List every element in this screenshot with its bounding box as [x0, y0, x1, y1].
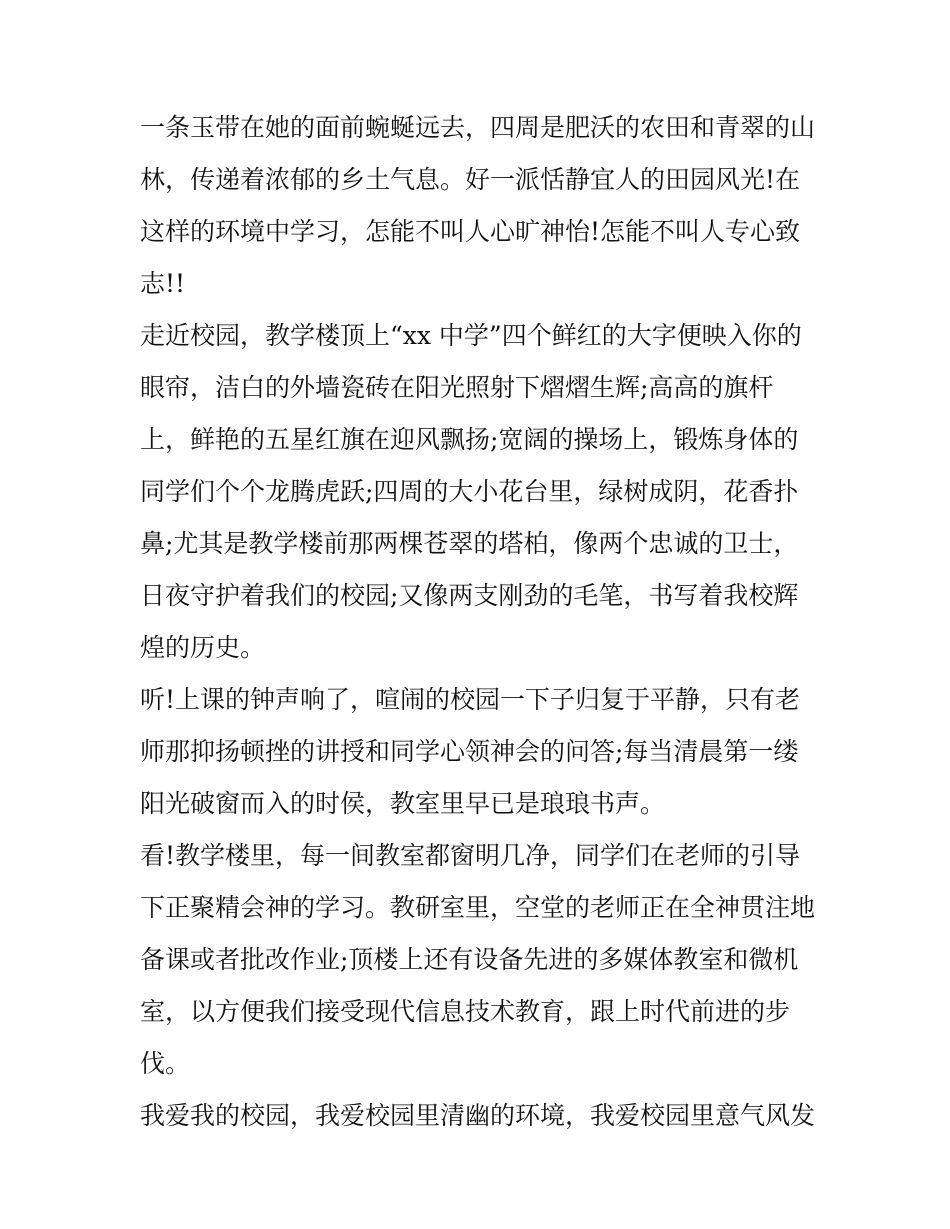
text-line: 伐。 — [140, 1049, 191, 1078]
text-line: 鼻;尤其是教学楼前那两棵苍翠的塔柏，像两个忠诚的卫士， — [140, 529, 799, 558]
text-line: 看!教学楼里，每一间教室都窗明几净，同学们在老师的引导 — [140, 841, 801, 870]
text-line: 这样的环境中学习，怎能不叫人心旷神怡!怎能不叫人专心致 — [140, 217, 801, 246]
text-line: 眼帘，洁白的外墙瓷砖在阳光照射下熠熠生辉;高高的旗杆 — [140, 373, 774, 402]
body-text — [140, 102, 820, 1142]
text-line: 走近校园，教学楼顶上“xx 中学”四个鲜红的大字便映入你的 — [140, 321, 802, 350]
text-line: 煌的历史。 — [140, 633, 266, 662]
text-line: 听!上课的钟声响了，喧闹的校园一下子归复于平静，只有老 — [140, 685, 801, 714]
text-line: 室，以方便我们接受现代信息技术教育，跟上时代前进的步 — [140, 997, 791, 1026]
text-line: 下正聚精会神的学习。教研室里，空堂的老师正在全神贯注地 — [140, 893, 816, 922]
text-line: 林，传递着浓郁的乡土气息。好一派恬静宜人的田园风光!在 — [140, 165, 801, 194]
text-line: 日夜守护着我们的校园;又像两支刚劲的毛笔，书写着我校辉 — [140, 581, 799, 610]
text-line: 志!! — [140, 269, 186, 298]
text-line: 上，鲜艳的五星红旗在迎风飘扬;宽阔的操场上，锻炼身体的 — [140, 425, 799, 454]
text-line: 备课或者批改作业;顶楼上还有设备先进的多媒体教室和微机 — [140, 945, 799, 974]
text-line: 一条玉带在她的面前蜿蜒远去，四周是肥沃的农田和青翠的山 — [140, 113, 816, 142]
text-line: 师那抑扬顿挫的讲授和同学心领神会的问答;每当清晨第一缕 — [140, 737, 799, 766]
text-line: 我爱我的校园，我爱校园里清幽的环境，我爱校园里意气风发 — [140, 1101, 816, 1130]
text-line: 阳光破窗而入的时侯，教室里早已是琅琅书声。 — [140, 789, 666, 818]
text-line: 同学们个个龙腾虎跃;四周的大小花台里，绿树成阴，花香扑 — [140, 477, 799, 506]
